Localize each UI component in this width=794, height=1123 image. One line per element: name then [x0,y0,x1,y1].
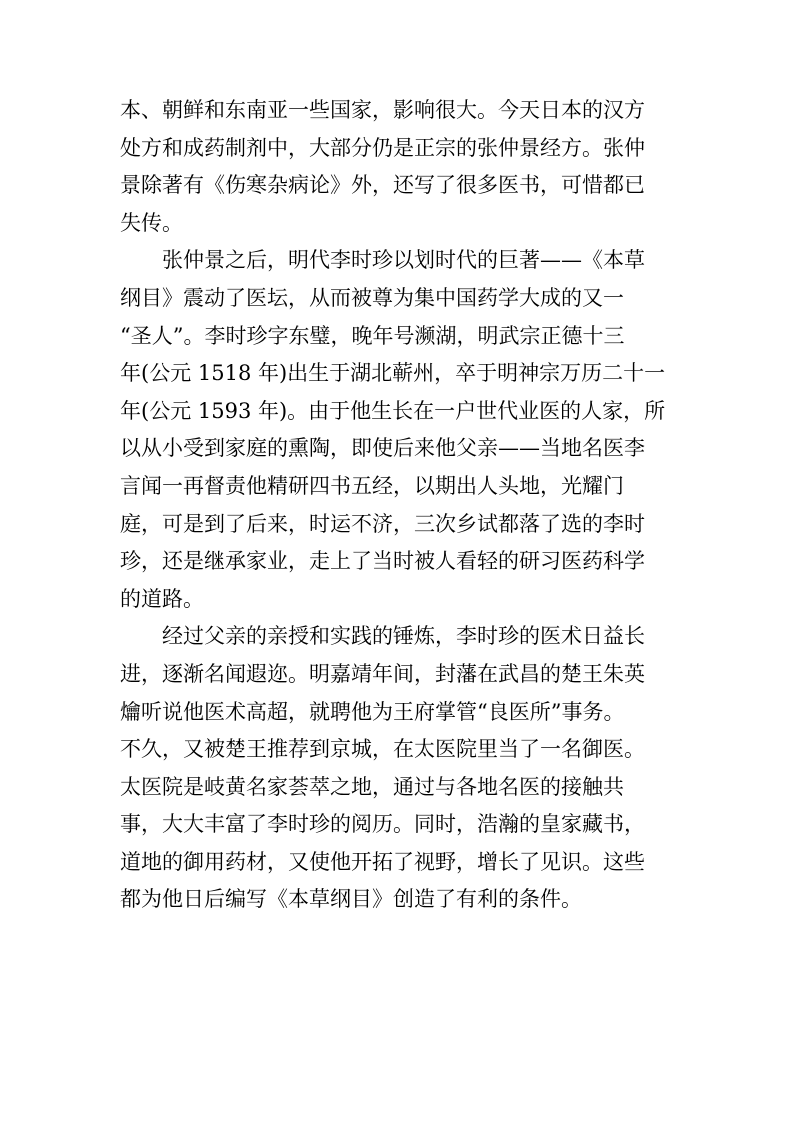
text-line: 的道路。 [120,586,204,611]
text-line: 本、朝鲜和东南亚一些国家，影响很大。今天日本的汉方 [120,98,645,122]
text-line: 年(公元 1518 年)出生于湖北蕲州，卒于明神宗万历二十一 [120,361,666,386]
text-line: “圣人”。李时珍字东璧，晚年号濒湖，明武宗正德十三 [120,323,625,348]
text-line: 经过父亲的亲授和实践的锤炼，李时珍的医术日益长 [162,624,645,649]
text-line: 处方和成药制剂中，大部分仍是正宗的张仲景经方。张仲 [120,135,645,160]
text-line: 珍，还是继承家业，走上了当时被人看轻的研习医药科学 [120,549,645,574]
text-line: 道地的御用药材，又使他开拓了视野，增长了见识。这些 [120,849,645,874]
body-text [120,92,680,919]
text-line: 张仲景之后，明代李时珍以划时代的巨著——《本草 [162,248,645,273]
text-line: 不久，又被楚王推荐到京城，在太医院里当了一名御医。 [120,737,645,762]
text-line: 都为他日后编写《本草纲目》创造了有利的条件。 [120,887,582,912]
text-line: 以从小受到家庭的熏陶，即使后来他父亲——当地名医李 [120,436,645,461]
text-line: 言闻一再督责他精研四书五经，以期出人头地，光耀门 [120,473,624,498]
text-line: 纲目》震动了医坛，从而被尊为集中国药学大成的又一 [120,285,624,310]
text-line: 太医院是岐黄名家荟萃之地，通过与各地名医的接触共 [120,774,624,799]
text-line: 年(公元 1593 年)。由于他生长在一户世代业医的人家，所 [120,398,666,423]
text-line: 庭，可是到了后来，时运不济，三次乡试都落了选的李时 [120,511,645,536]
text-line: 事，大大丰富了李时珍的阅历。同时，浩瀚的皇家藏书， [120,812,645,837]
text-line: 进，逐渐名闻遐迩。明嘉靖年间，封藩在武昌的楚王朱英 [120,661,645,686]
text-line: 景除著有《伤寒杂病论》外，还写了很多医书，可惜都已 [120,173,645,198]
text-line: 爚听说他医术高超，就聘他为王府掌管“良医所”事务。 [120,699,625,724]
text-line: 失传。 [120,210,183,235]
